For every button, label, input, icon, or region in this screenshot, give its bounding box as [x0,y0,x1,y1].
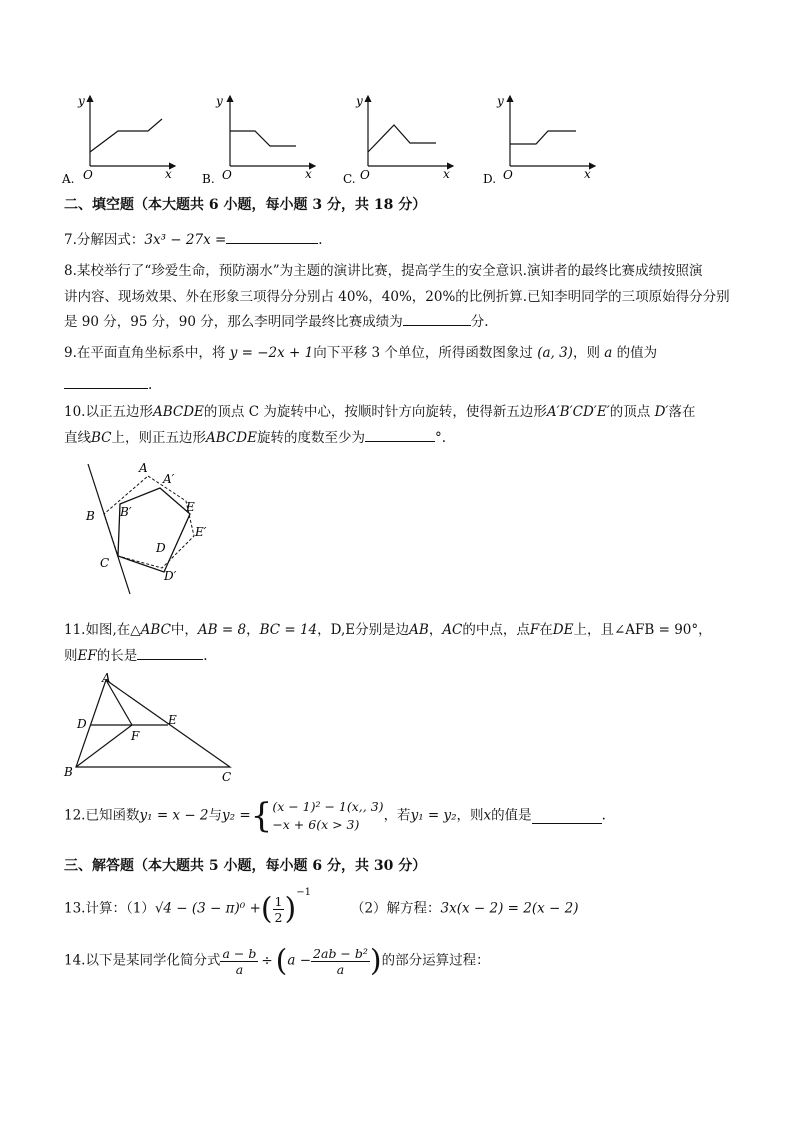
q10-polygon: ABCDE [152,404,204,420]
q7-answer-blank[interactable] [226,229,318,244]
fig10-label-b: B [86,509,95,523]
q13-expression-2: 3x(x − 2) = 2(x − 2) [440,900,579,917]
q14-fraction-2 [311,946,370,977]
graph-a-x-label: x [165,167,172,181]
q8-line-2: 讲内容、现场效果、外在形象三项得分分别占 40%，40%，20%的比例折算.已知李明同学的三项原始得分分别 [64,288,730,305]
q14-prefix: 14.以下是某同学化简分式 [64,952,221,969]
question-12 [64,796,744,837]
graph-a [61,94,175,186]
graph-d-x-label: x [584,167,591,181]
q10-text-g: 旋转的度数至少为 [256,429,365,446]
q9-text-b: 向下平移 3 个单位，所得函数图象过 [313,345,533,361]
q11-triangle: ABC [140,622,171,638]
q10-suffix: °. [434,429,446,446]
q9-variable: a [604,345,613,361]
fig10-label-a-prime: A′ [163,472,175,486]
graph-c-line [368,125,436,152]
q14-a: a − [287,952,312,969]
q11-segment-ef: EF [77,647,97,664]
fig11-label-c: C [222,770,232,784]
question-10 [64,400,744,451]
q7-expression: 3x³ − 27x = [144,232,227,248]
q14-fraction-2-numerator: 2ab − b² [313,946,368,961]
graph-b-option-label: B. [202,172,215,186]
q13-expression-1: √4 − (3 − π)⁰ + [154,900,261,917]
q10-line-1 [64,400,744,426]
q13-fraction-numerator: 1 [274,894,283,909]
graph-a-y-label: y [78,94,85,108]
q12-mid: 与 [208,807,223,824]
fig10-label-e: E [186,500,195,514]
figure-10-svg [64,456,234,596]
q11-segment-de: DE [552,622,574,638]
q12-prefix: 12.已知函数 [64,807,140,824]
q14-paren-close: ) [369,943,382,979]
fig10-label-e-prime: E′ [195,525,207,539]
graph-b-y-label: y [216,94,223,108]
q11-sep-1: ， [246,622,260,638]
q11-bc: BC = 14 [259,622,318,638]
fig11-triangle-abc [76,680,230,767]
q12-y2: y₂ = [222,807,251,824]
q11-side-ac: AC [442,622,463,638]
q8-line-1: 8.某校举行了“珍爱生命，预防溺水”为主题的演讲比赛，提高学生的安全意识.演讲者的最终比赛成绩按照演 [64,263,703,279]
fig10-pentagon-rotated [118,488,190,572]
graph-d-option-label: D. [483,172,497,186]
q10-text-d: 落在 [668,404,696,420]
q11-text-d: 的中点，点 [462,622,530,638]
fig10-label-d: D [156,541,166,555]
q12-end: 的值是 [491,807,532,824]
q8-answer-blank[interactable] [403,311,471,326]
q7-prefix: 7.分解因式： [64,232,145,248]
graph-b-line [230,131,296,146]
q12-equation: y₁ = y₂ [410,807,457,824]
q14-fraction-1-denominator: a [235,962,244,977]
q13-fraction-denominator: 2 [274,910,283,925]
q14-divide: ÷ [261,952,273,969]
q14-paren-open: ( [275,943,288,979]
graph-d [483,94,595,186]
figure-11 [60,670,250,786]
q11-line-1 [64,618,744,644]
graph-a-option-label: A. [62,172,75,186]
graph-c [343,94,453,186]
q9-point: (a, 3) [537,345,573,361]
q11-answer-blank[interactable] [137,645,203,660]
graph-b [202,94,315,186]
q12-answer-blank[interactable] [532,809,602,824]
question-9 [64,341,740,398]
q9-answer-blank[interactable] [64,374,148,389]
q11-text-a: 11.如图,在△ [64,622,141,638]
q10-polygon-2: ABCDE [206,429,257,446]
q10-text-a: 10.以正五边形 [64,404,153,420]
graph-b-origin: O [222,168,232,182]
q9-text-c: ，则 [572,345,600,361]
fig10-label-a: A [139,461,148,475]
q11-text-c: ，D,E分别是边 [317,622,410,638]
fig11-label-a: A [102,671,111,685]
q11-suffix: . [203,647,208,664]
q9-line-1 [64,341,740,367]
q12-suffix: . [601,807,606,824]
q8-suffix: 分. [470,314,489,331]
q12-y1: y₁ = x − 2 [139,807,209,824]
q12-x: x [483,807,492,824]
fig10-label-b-prime: B′ [120,505,132,519]
q13-paren-open: ( [260,891,273,927]
q9-function: y = −2x + 1 [229,345,314,361]
section-2-title: 二、填空题（本大题共 6 小题，每小题 3 分，共 18 分） [64,197,427,213]
q12-case-2: −x + 6(x > 3) [272,817,360,833]
q13-part-2: （2）解方程： [350,900,441,917]
q11-text-h: 的长是 [96,647,138,664]
q10-text-e: 直线 [64,429,91,446]
q14-suffix: 的部分运算过程： [381,952,490,969]
question-8 [64,259,740,336]
q10-new-polygon: A′B′CD′E′ [546,404,610,420]
q11-text-e: 在 [539,622,553,638]
fig11-label-f: F [131,729,140,743]
q10-line-2 [64,426,744,452]
q10-answer-blank[interactable] [365,427,435,442]
q9-text-a: 9.在平面直角坐标系中，将 [64,345,226,361]
q10-text-f: 上，则正五边形 [111,429,207,446]
q9-text-d: 的值为 [616,345,658,361]
section-3-title: 三、解答题（本大题共 5 小题，每小题 6 分，共 30 分） [64,858,427,874]
question-11 [64,618,744,669]
question-13 [64,886,744,925]
question-14 [64,943,744,979]
fig11-label-e: E [168,713,177,727]
q11-sep-2: ， [428,622,443,638]
q12-case-1: (x − 1)² − 1(x,, 3) [272,799,384,814]
graph-a-line [90,119,162,152]
q11-ab: AB = 8 [197,622,247,638]
q8-line-3 [64,310,740,336]
q13-prefix: 13.计算：（1） [64,900,155,917]
graph-c-option-label: C. [343,172,356,186]
graph-options [60,88,740,188]
q11-point-f: F [529,622,540,638]
q12-question: ，则 [456,807,484,824]
q10-text-c: 的顶点 [609,404,651,420]
q11-line-2 [64,644,744,670]
graph-c-y-label: y [356,94,363,108]
fig11-segment-bf [76,725,132,767]
fig11-label-b: B [64,765,73,779]
q13-fraction [273,894,285,925]
graph-a-origin: O [83,168,93,182]
q12-cond: ，若 [383,807,411,824]
graph-d-origin: O [503,168,513,182]
figure-11-svg [60,670,250,786]
fig10-label-d-prime: D′ [164,569,177,583]
q12-piecewise [272,798,383,834]
q14-fraction-2-denominator: a [336,962,345,977]
q12-brace: { [250,796,273,837]
q13-paren-close: ) [284,891,297,927]
graph-b-x-label: x [305,167,312,181]
q14-fraction-1 [220,946,258,977]
q10-vertex: D′ [654,404,669,420]
q13-exponent: −1 [296,887,311,898]
q11-text-f: 上，且∠AFB = 90°， [573,622,712,638]
q10-text-b: 的顶点 C 为旋转中心，按顺时针方向旋转，使得新五边形 [203,404,547,420]
q11-text-b: 中， [170,622,198,638]
figure-10 [64,456,234,596]
q11-text-g: 则 [64,647,78,664]
q8-line-3-text: 是 90 分，95 分，90 分，那么李明同学最终比赛成绩为 [64,314,403,331]
q11-side-ab: AB [409,622,429,638]
fig11-segment-af [106,680,132,725]
q9-line-2: . [64,373,740,399]
graph-c-origin: O [360,168,370,182]
graph-options-svg [60,88,740,188]
q14-fraction-1-numerator: a − b [222,946,257,961]
graph-c-x-label: x [443,167,450,181]
q10-line-bc: BC [91,429,112,446]
graph-d-line [510,131,576,144]
graph-d-y-label: y [497,94,504,108]
question-7: 7.分解因式：3x³ − 27x = . [64,228,323,254]
fig11-label-d: D [77,717,87,731]
fig10-label-c: C [100,556,110,570]
